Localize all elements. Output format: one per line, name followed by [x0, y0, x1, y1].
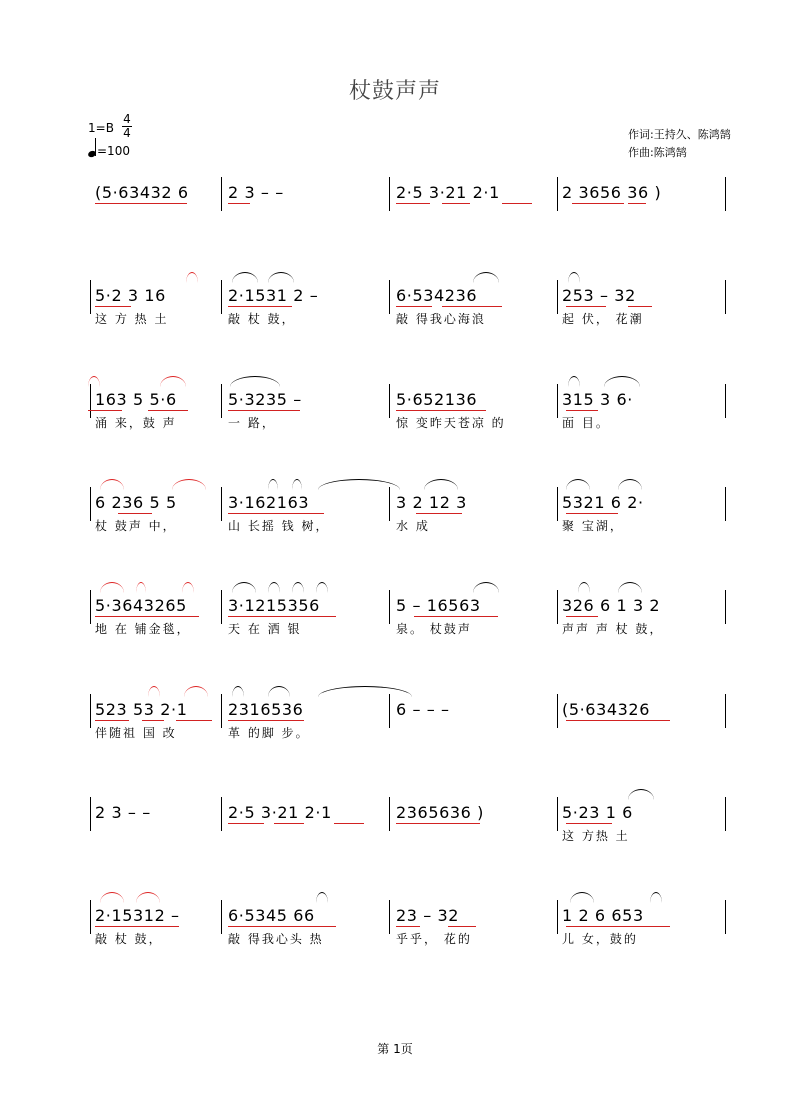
beam-underline — [228, 720, 304, 721]
slur-mark — [100, 582, 124, 593]
measure-notes: 315 3 6· — [562, 390, 633, 409]
slur-mark — [100, 479, 124, 490]
beam-underline — [396, 926, 420, 927]
bar-line — [221, 797, 222, 831]
measure-notes: 2365636 ) — [396, 803, 484, 822]
measure-notes: 6·534236 — [396, 286, 478, 305]
staff-row — [0, 493, 790, 583]
measure-lyrics: 声声 声 杖 鼓， — [562, 622, 664, 636]
slur-mark — [232, 582, 256, 593]
staff-row — [0, 700, 790, 790]
beam-underline — [228, 616, 336, 617]
beam-underline — [416, 513, 462, 514]
beam-underline — [95, 203, 187, 204]
beam-underline — [228, 926, 336, 927]
measure-lyrics: 起 伏， 花潮 — [562, 312, 644, 326]
beam-underline — [442, 306, 502, 307]
bar-line — [725, 177, 726, 211]
measure-lyrics: 聚 宝湖， — [562, 519, 624, 533]
beam-underline — [228, 306, 292, 307]
measure-lyrics: 涌 来，鼓 声 — [95, 416, 177, 430]
bar-line — [90, 280, 91, 314]
bar-line — [725, 487, 726, 521]
slur-mark — [184, 686, 208, 697]
time-signature-top: 4 — [123, 112, 131, 126]
tempo-marking — [88, 137, 130, 158]
measure-notes: 6·5345 66 — [228, 906, 315, 925]
measure-notes: 5·3235 – — [228, 390, 302, 409]
measure-lyrics: 儿 女，鼓的 — [562, 932, 638, 946]
measure-lyrics: 地 在 铺金毯， — [95, 622, 191, 636]
measure-notes: 2·15312 – — [95, 906, 180, 925]
beam-underline — [566, 926, 670, 927]
bar-line — [389, 384, 390, 418]
beam-underline — [442, 203, 470, 204]
measure-lyrics: 革 的脚 步。 — [228, 726, 310, 740]
bar-line — [389, 487, 390, 521]
measure-notes: 5·3643265 — [95, 596, 187, 615]
measure-lyrics: 这 方 热 土 — [95, 312, 169, 326]
beam-underline — [396, 823, 480, 824]
beam-underline — [88, 410, 122, 411]
slur-mark — [650, 892, 662, 903]
measure-notes: 5·2 3 16 — [95, 286, 166, 305]
slur-mark — [230, 376, 280, 387]
beam-underline — [228, 513, 324, 514]
beam-underline — [448, 926, 476, 927]
time-signature — [122, 113, 132, 140]
staff-row — [0, 906, 790, 996]
measure-notes: 163 5 5·6 — [95, 390, 177, 409]
measure-lyrics: 一 路， — [228, 416, 276, 430]
beam-underline — [414, 616, 498, 617]
beam-underline — [118, 513, 152, 514]
slur-mark — [473, 272, 499, 283]
bar-line — [389, 590, 390, 624]
bar-line — [557, 487, 558, 521]
bar-line — [90, 384, 91, 418]
slur-mark — [88, 376, 100, 387]
slur-mark — [568, 376, 580, 387]
beam-underline — [274, 823, 304, 824]
beam-underline — [566, 513, 618, 514]
slur-mark — [232, 272, 258, 283]
bar-line — [725, 900, 726, 934]
slur-mark — [568, 272, 580, 283]
measure-notes: 2 3 – – — [228, 183, 284, 202]
beam-underline — [95, 926, 179, 927]
measure-lyrics: 水 成 — [396, 519, 430, 533]
measure-lyrics: 惊 变昨天苍凉 的 — [396, 416, 506, 430]
bar-line — [221, 384, 222, 418]
bar-line — [221, 694, 222, 728]
beam-underline — [566, 720, 670, 721]
measure-notes: 1 2 6 653 — [562, 906, 644, 925]
bar-line — [389, 900, 390, 934]
measure-lyrics: 这 方热 土 — [562, 829, 630, 843]
slur-mark — [292, 479, 302, 490]
slur-mark — [604, 376, 640, 387]
beam-underline — [148, 410, 188, 411]
beam-underline — [566, 616, 598, 617]
bar-line — [557, 797, 558, 831]
beam-underline — [334, 823, 364, 824]
measure-notes: (5·634326 — [562, 700, 650, 719]
page-number: 第 1页 — [377, 1042, 413, 1056]
measure-notes: 2 3656 36 ) — [562, 183, 662, 202]
slur-mark — [160, 376, 186, 387]
slur-mark — [268, 272, 294, 283]
bar-line — [90, 694, 91, 728]
slur-mark — [318, 686, 412, 697]
measure-lyrics: 敲 杖 鼓， — [95, 932, 163, 946]
bar-line — [221, 487, 222, 521]
slur-mark — [578, 582, 590, 593]
slur-mark — [316, 582, 328, 593]
bar-line — [90, 487, 91, 521]
slur-mark — [136, 582, 146, 593]
measure-notes: 2·5 3·21 2·1 — [396, 183, 500, 202]
beam-underline — [396, 203, 430, 204]
measure-notes: 2316536 — [228, 700, 304, 719]
measure-notes: 5·23 1 6 — [562, 803, 633, 822]
slur-mark — [100, 892, 124, 903]
measure-lyrics: 伴随祖 国 改 — [95, 726, 177, 740]
slur-mark — [473, 582, 499, 593]
measure-notes: 5 – 16563 — [396, 596, 481, 615]
slur-mark — [316, 892, 328, 903]
slur-mark — [182, 582, 194, 593]
bar-line — [221, 590, 222, 624]
bar-line — [557, 177, 558, 211]
bar-line — [557, 280, 558, 314]
lyricist-credit: 作词:王持久、陈鸿鹄 — [628, 128, 731, 141]
credits — [628, 126, 731, 162]
beam-underline — [566, 410, 598, 411]
staff-row — [0, 803, 790, 893]
tempo-value: =100 — [97, 144, 130, 158]
beam-underline — [142, 720, 164, 721]
slur-mark — [566, 479, 590, 490]
song-title: 杖鼓声声 — [348, 79, 441, 104]
beam-underline — [628, 306, 652, 307]
slur-mark — [172, 479, 206, 490]
slur-mark — [268, 582, 280, 593]
measure-notes: 2·5 3·21 2·1 — [228, 803, 332, 822]
bar-line — [725, 797, 726, 831]
bar-line — [221, 280, 222, 314]
bar-line — [557, 900, 558, 934]
measure-notes: 6 – – – — [396, 700, 450, 719]
beam-underline — [95, 616, 199, 617]
slur-mark — [186, 272, 198, 283]
measure-lyrics: 敲 得我心头 热 — [228, 932, 324, 946]
beam-underline — [572, 203, 624, 204]
slur-mark — [292, 582, 304, 593]
measure-notes: 3 2 12 3 — [396, 493, 467, 512]
measure-lyrics: 敲 杖 鼓， — [228, 312, 296, 326]
beam-underline — [502, 203, 532, 204]
bar-line — [389, 797, 390, 831]
measure-notes: 326 6 1 3 2 — [562, 596, 661, 615]
key-signature: 1=B — [88, 121, 114, 135]
slur-mark — [628, 789, 654, 800]
beam-underline — [176, 720, 212, 721]
slur-mark — [268, 686, 290, 697]
measure-lyrics: 山 长摇 钱 树， — [228, 519, 330, 533]
bar-line — [389, 280, 390, 314]
staff-row — [0, 286, 790, 376]
composer-credit: 作曲:陈鸿鹄 — [628, 146, 687, 159]
measure-lyrics: 天 在 洒 银 — [228, 622, 302, 636]
measure-notes: 5·652136 — [396, 390, 478, 409]
measure-notes: 6 236 5 5 — [95, 493, 177, 512]
bar-line — [90, 797, 91, 831]
measure-notes: 2·1531 2 – — [228, 286, 319, 305]
bar-line — [221, 900, 222, 934]
beam-underline — [95, 720, 129, 721]
staff-row — [0, 596, 790, 686]
measure-notes: 3·1215356 — [228, 596, 320, 615]
bar-line — [90, 900, 91, 934]
measure-notes: 523 53 2·1 — [95, 700, 188, 719]
slur-mark — [136, 892, 160, 903]
slur-mark — [618, 582, 642, 593]
measure-notes: 3·162163 — [228, 493, 310, 512]
beam-underline — [628, 203, 646, 204]
measure-lyrics: 面 目。 — [562, 416, 610, 430]
staff-row — [0, 390, 790, 480]
bar-line — [557, 384, 558, 418]
beam-underline — [396, 410, 486, 411]
bar-line — [389, 694, 390, 728]
beam-underline — [95, 306, 131, 307]
staff-row — [0, 183, 790, 273]
beam-underline — [396, 306, 432, 307]
bar-line — [725, 384, 726, 418]
bar-line — [725, 590, 726, 624]
slur-mark — [268, 479, 278, 490]
measure-notes: 2 3 – – — [95, 803, 151, 822]
slur-mark — [148, 686, 160, 697]
bar-line — [389, 177, 390, 211]
beam-underline — [228, 203, 250, 204]
slur-mark — [618, 479, 642, 490]
slur-mark — [232, 686, 244, 697]
bar-line — [90, 590, 91, 624]
slur-mark — [318, 479, 400, 490]
measure-notes: 253 – 32 — [562, 286, 636, 305]
measure-lyrics: 泉。 杖鼓声 — [396, 622, 472, 636]
measure-notes: (5·63432 6 — [95, 183, 189, 202]
measure-lyrics: 乎乎， 花的 — [396, 932, 472, 946]
bar-line — [725, 280, 726, 314]
quarter-note-stem — [95, 138, 96, 156]
slur-mark — [570, 892, 594, 903]
measure-notes: 23 – 32 — [396, 906, 460, 925]
bar-line — [725, 694, 726, 728]
measure-lyrics: 敲 得我心海浪 — [396, 312, 486, 326]
bar-line — [557, 694, 558, 728]
beam-underline — [228, 410, 300, 411]
beam-underline — [228, 823, 264, 824]
bar-line — [221, 177, 222, 211]
bar-line — [557, 590, 558, 624]
time-signature-bottom: 4 — [123, 126, 131, 140]
measure-notes: 5321 6 2· — [562, 493, 644, 512]
beam-underline — [566, 306, 606, 307]
measure-lyrics: 杖 鼓声 中， — [95, 519, 177, 533]
beam-underline — [566, 823, 612, 824]
slur-mark — [424, 479, 458, 490]
